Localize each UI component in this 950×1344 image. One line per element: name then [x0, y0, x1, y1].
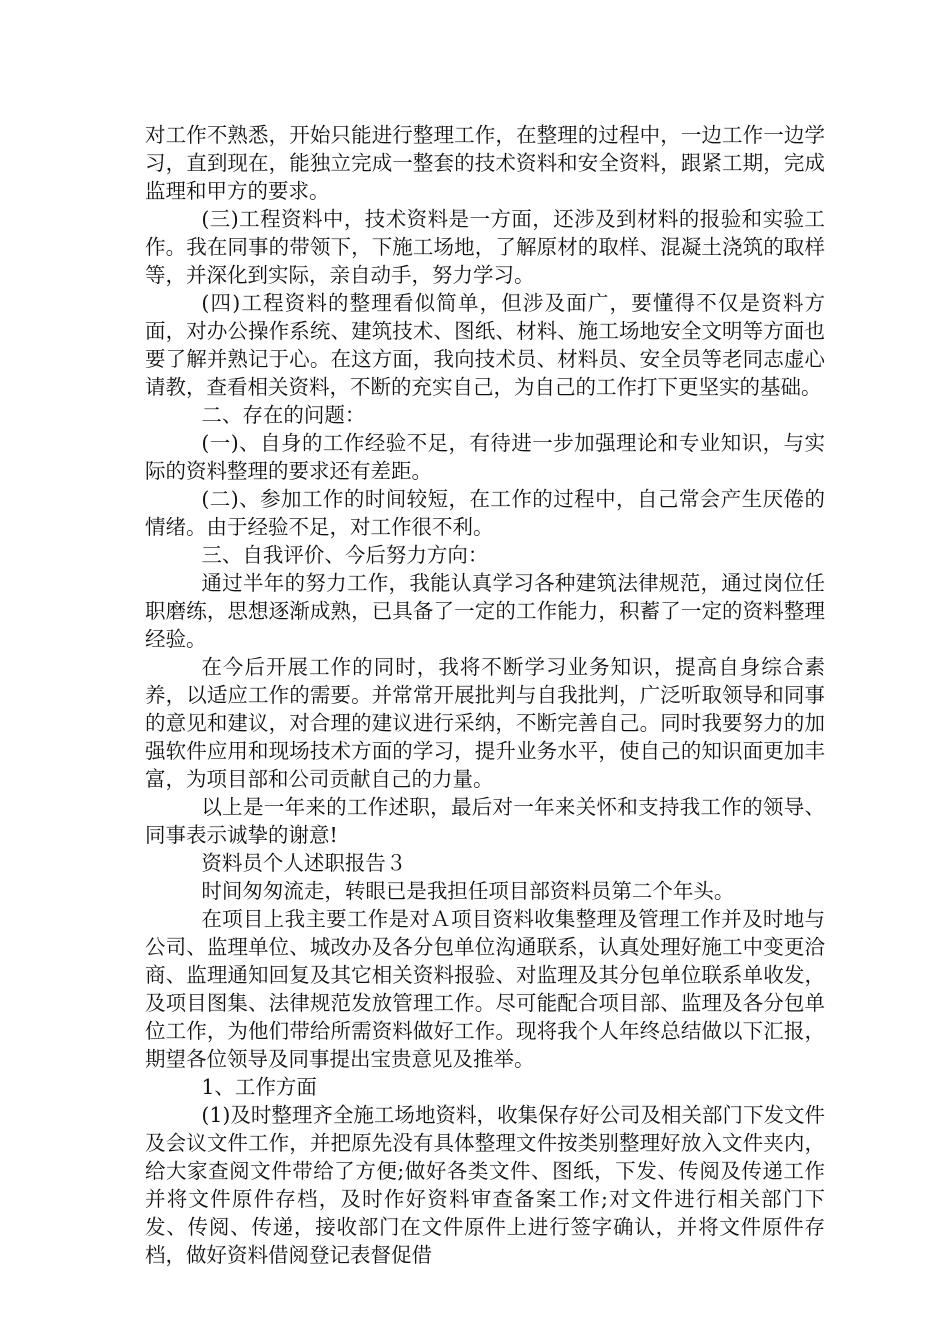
section-heading: 二、存在的问题： — [201, 403, 366, 427]
paragraph: (1)及时整理齐全施工场地资料，收集保存好公司及相关部门下发文件及会议文件工作，并把原先没有具体整理文件按类别整理好放入文件夹内，给大家查阅文件带给了方便;做好各类文件、图纸，下发、传阅及传递工作并将文件原件存档，及时作好资料审查备案工作;对文件进行相关部门下发、传阅、传递，接收部门在文件原件上进行签字确认，并将文件原件存档，做好资料借阅登记表督促借 — [145, 1103, 825, 1267]
report-title: 资料员个人述职报告３ — [201, 851, 407, 875]
section-heading: 三、自我评价、今后努力方向： — [201, 543, 489, 567]
paragraph: (一)、自身的工作经验不足，有待进一步加强理论和专业知识，与实际的资料整理的要求还有差距。 — [145, 431, 825, 483]
section-heading: 1、工作方面 — [201, 1075, 317, 1099]
paragraph: 时间匆匆流走，转眼已是我担任项目部资料员第二个年头。 — [201, 879, 735, 903]
paragraph: (四)工程资料的整理看似简单，但涉及面广，要懂得不仅是资料方面，对办公操作系统、建筑技术、图纸、材料、施工场地安全文明等方面也要了解并熟记于心。在这方面，我向技术员、材料员、安全员等老同志虚心请教，查看相关资料，不断的充实自己，为自己的工作打下更坚实的基础。 — [145, 291, 825, 399]
document-body — [145, 121, 825, 1269]
paragraph: 对工作不熟悉，开始只能进行整理工作，在整理的过程中，一边工作一边学习，直到现在，能独立完成一整套的技术资料和安全资料，跟紧工期，完成监理和甲方的要求。 — [145, 123, 825, 203]
paragraph: (二)、参加工作的时间较短，在工作的过程中，自己常会产生厌倦的情绪。由于经验不足，对工作很不利。 — [145, 487, 825, 539]
paragraph: 通过半年的努力工作，我能认真学习各种建筑法律规范，通过岗位任职磨练，思想逐渐成熟，已具备了一定的工作能力，积蓄了一定的资料整理经验。 — [145, 571, 825, 651]
paragraph: 以上是一年来的工作述职，最后对一年来关怀和支持我工作的领导、同事表示诚挚的谢意! — [145, 795, 825, 847]
paragraph: 在项目上我主要工作是对Ａ项目资料收集整理及管理工作并及时地与公司、监理单位、城改办及各分包单位沟通联系，认真处理好施工中变更洽商、监理通知回复及其它相关资料报验、对监理及其分包单位联系单收发，及项目图集、法律规范发放管理工作。尽可能配合项目部、监理及各分包单位工作，为他们带给所需资料做好工作。现将我个人年终总结做以下汇报，期望各位领导及同事提出宝贵意见及推举。 — [145, 907, 825, 1071]
paragraph: (三)工程资料中，技术资料是一方面，还涉及到材料的报验和实验工作。我在同事的带领下，下施工场地，了解原材的取样、混凝土浇筑的取样等，并深化到实际，亲自动手，努力学习。 — [145, 207, 825, 287]
paragraph: 在今后开展工作的同时，我将不断学习业务知识，提高自身综合素养，以适应工作的需要。并常常开展批判与自我批判，广泛听取领导和同事的意见和建议，对合理的建议进行采纳，不断完善自己。同时我要努力的加强软件应用和现场技术方面的学习，提升业务水平，使自己的知识面更加丰富，为项目部和公司贡献自己的力量。 — [145, 655, 825, 791]
